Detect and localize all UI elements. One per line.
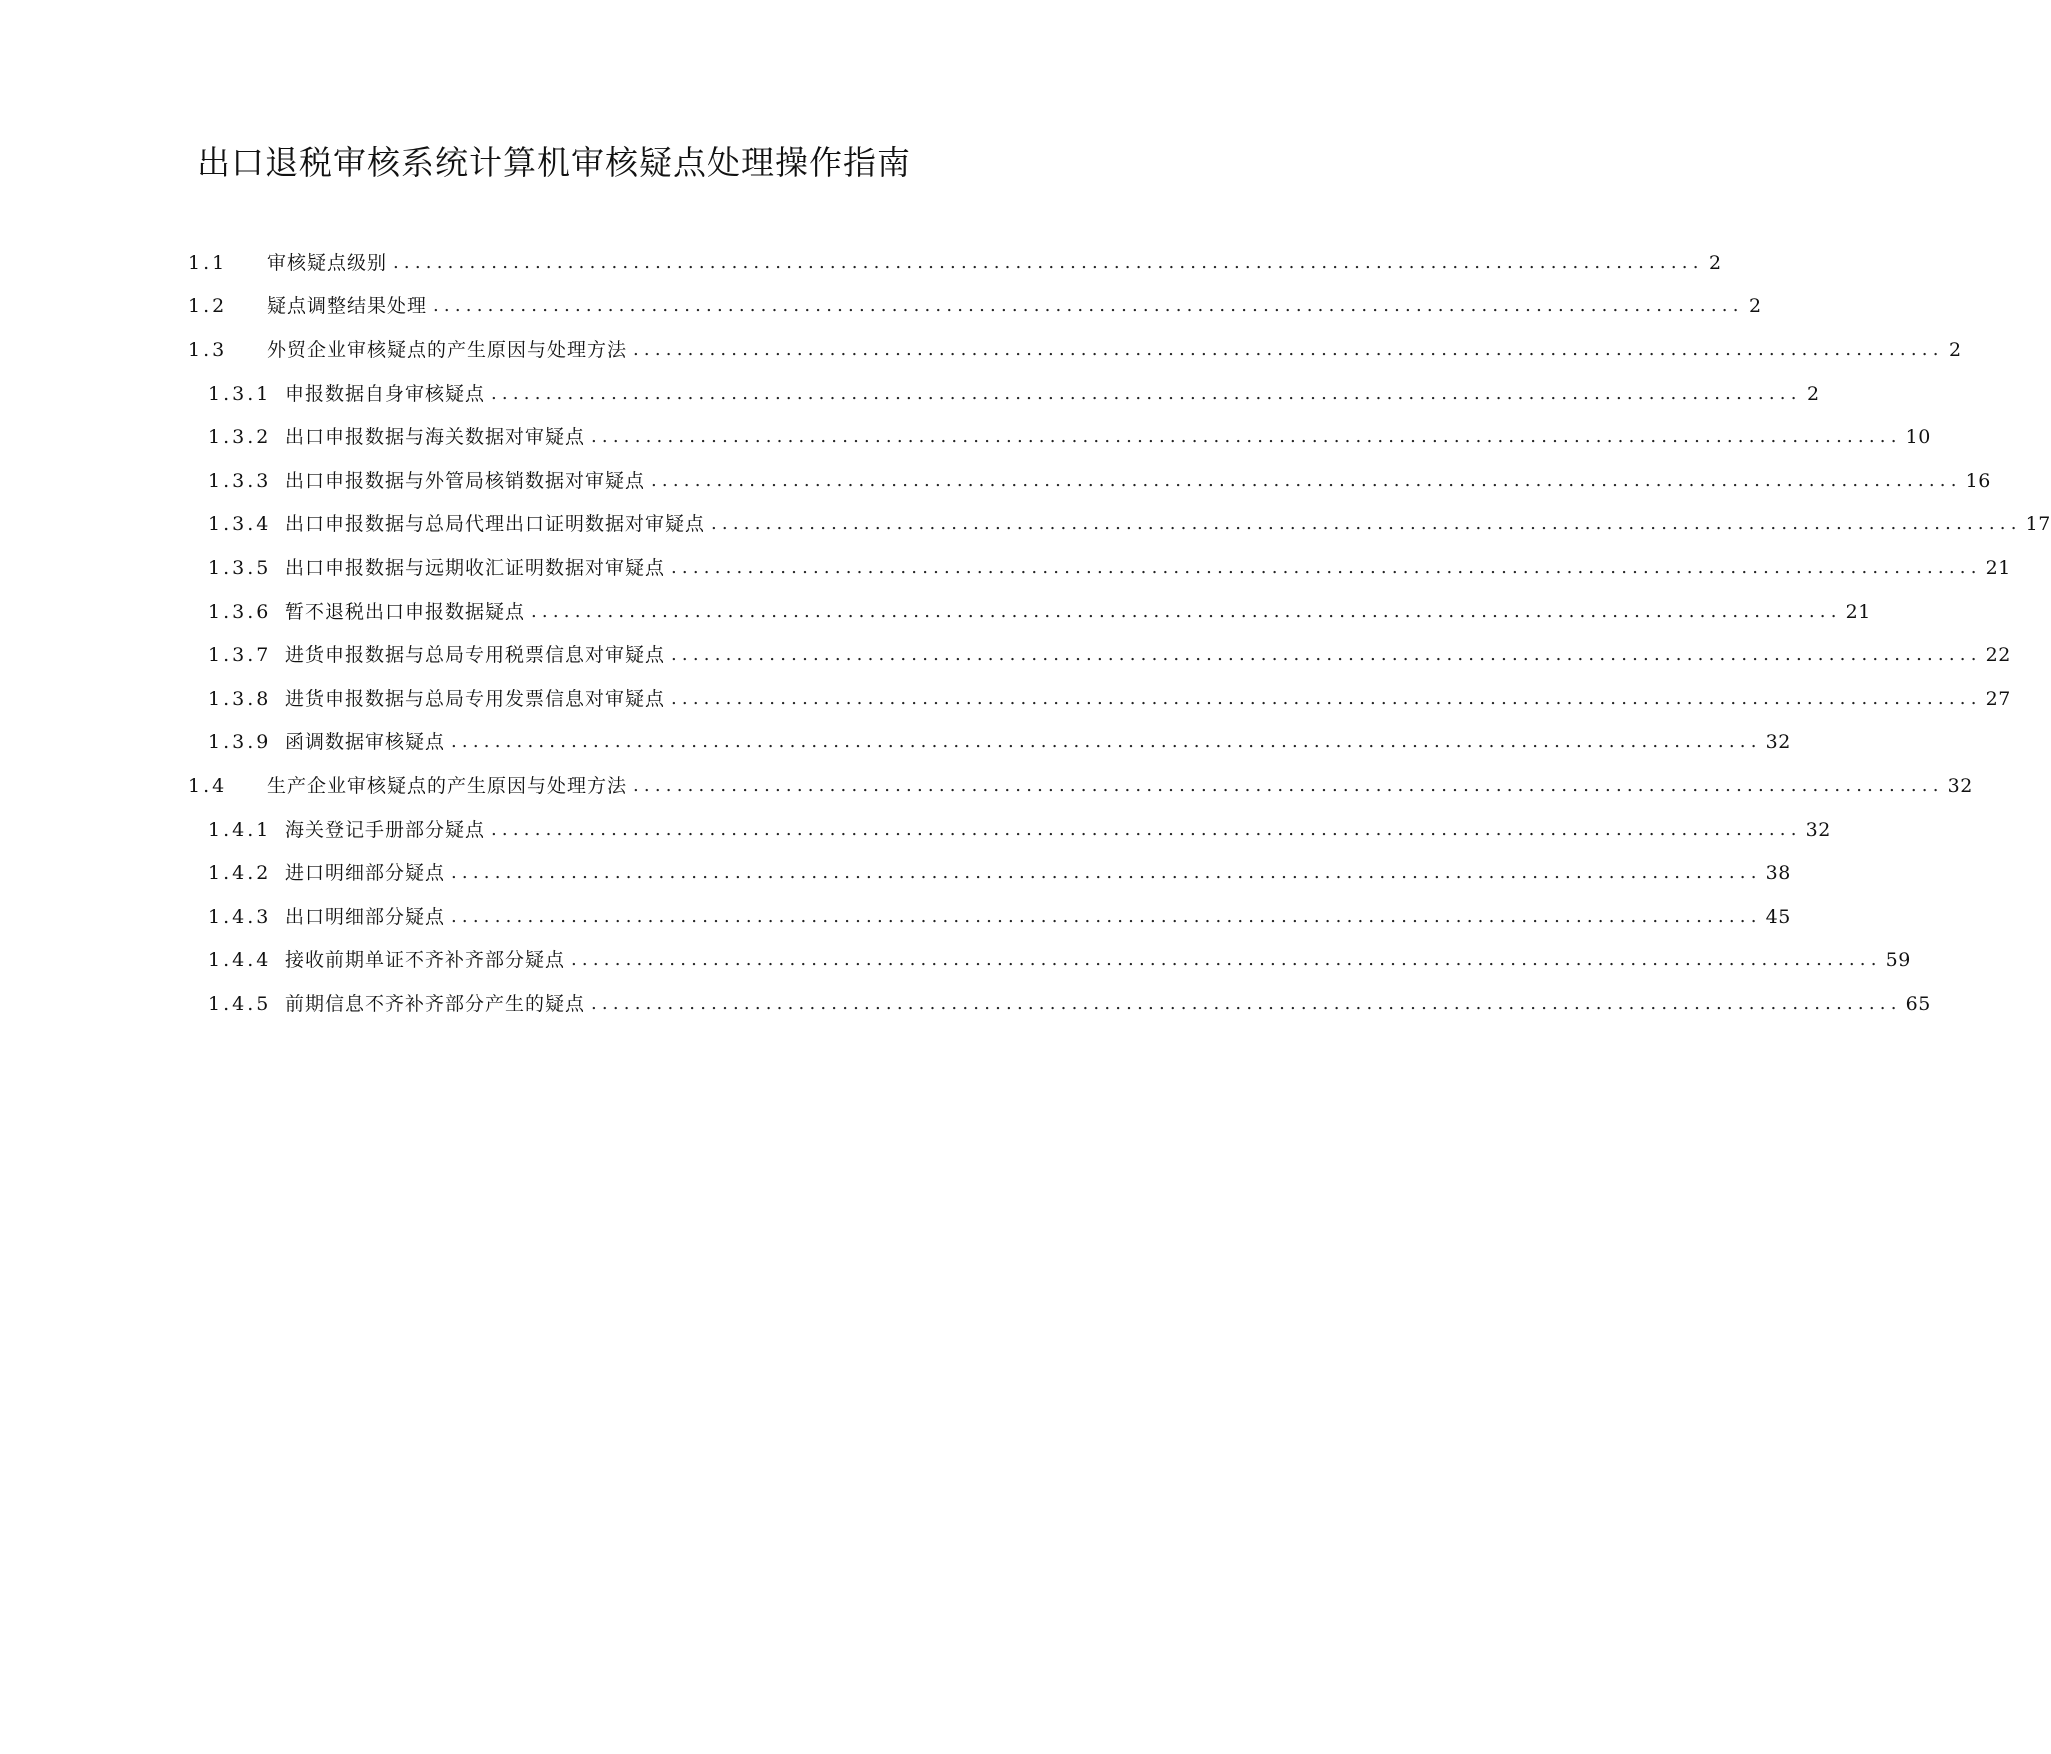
toc-entry-number: 1.3 (188, 338, 228, 361)
toc-dot-leader: ........................................................................................................................ (451, 862, 1762, 884)
toc-entry-title: 出口明细部分疑点 (285, 905, 446, 928)
toc-dot-leader: ........................................................................................................................ (393, 251, 1704, 273)
toc-entry-number: 1.3.3 (208, 469, 272, 492)
toc-entry-title: 生产企业审核疑点的产生原因与处理方法 (267, 774, 628, 797)
toc-entry-page: 65 (1905, 992, 1931, 1015)
toc-entry[interactable] (188, 328, 1962, 372)
toc-entry-title: 进货申报数据与总局专用税票信息对审疑点 (285, 644, 666, 667)
toc-dot-leader: ........................................................................................................................ (651, 469, 1962, 491)
toc-entry-number: 1.4.2 (208, 862, 272, 885)
toc-entry-title: 外贸企业审核疑点的产生原因与处理方法 (267, 338, 628, 361)
toc-entry[interactable] (188, 764, 1973, 808)
toc-dot-leader: ........................................................................................................................ (571, 949, 1882, 971)
toc-entry[interactable] (188, 633, 2011, 677)
toc-entry[interactable] (188, 285, 1762, 329)
toc-dot-leader: ........................................................................................................................ (531, 600, 1842, 622)
toc-entry-title: 函调数据审核疑点 (285, 731, 446, 754)
toc-entry[interactable] (188, 721, 1791, 765)
toc-entry-title: 出口申报数据与远期收汇证明数据对审疑点 (285, 556, 666, 579)
toc-entry[interactable] (188, 590, 1871, 634)
toc-dot-leader: ........................................................................................................................ (671, 644, 1982, 666)
toc-entry-page: 22 (1985, 644, 2011, 667)
toc-entry-page: 2 (1949, 338, 1962, 361)
toc-entry-number: 1.3.7 (208, 644, 272, 667)
toc-entry-page: 27 (1985, 687, 2011, 710)
toc-entry-title: 接收前期单证不齐补齐部分疑点 (285, 949, 566, 972)
toc-entry-number: 1.4 (188, 774, 228, 797)
toc-entry-page: 17 (2025, 513, 2051, 536)
toc-entry[interactable] (188, 677, 2011, 721)
toc-entry-page: 32 (1947, 774, 1973, 797)
toc-dot-leader: ........................................................................................................................ (671, 687, 1982, 709)
toc-entry[interactable] (188, 982, 1931, 1026)
toc-dot-leader: ........................................................................................................................ (591, 426, 1902, 448)
toc-entry-page: 21 (1845, 600, 1871, 623)
toc-entry-number: 1.3.4 (208, 513, 272, 536)
toc-entry-number: 1.4.5 (208, 992, 272, 1015)
toc-entry-page: 2 (1807, 382, 1820, 405)
toc-dot-leader: ........................................................................................................................ (491, 818, 1802, 840)
toc-entry-number: 1.2 (188, 295, 228, 318)
toc-entry[interactable] (188, 939, 1911, 983)
toc-dot-leader: ........................................................................................................................ (633, 338, 1944, 360)
toc-entry-number: 1.3.5 (208, 556, 272, 579)
toc-entry-page: 45 (1765, 905, 1791, 928)
toc-entry-title: 出口申报数据与海关数据对审疑点 (285, 426, 586, 449)
toc-entry-number: 1.3.1 (208, 382, 272, 405)
toc-entry-page: 10 (1905, 426, 1931, 449)
document-title: 出口退税审核系统计算机审核疑点处理操作指南 (197, 143, 911, 182)
toc-entry-title: 疑点调整结果处理 (267, 295, 428, 318)
toc-entry[interactable] (188, 241, 1722, 285)
toc-dot-leader: ........................................................................................................................ (591, 992, 1902, 1014)
toc-entry-number: 1.4.3 (208, 905, 272, 928)
toc-dot-leader: ........................................................................................................................ (711, 513, 2022, 535)
toc-entry-title: 前期信息不齐补齐部分产生的疑点 (285, 992, 586, 1015)
toc-entry-page: 32 (1765, 731, 1791, 754)
toc-entry-number: 1.1 (188, 251, 228, 274)
toc-entry-page: 32 (1805, 818, 1831, 841)
toc-entry-title: 海关登记手册部分疑点 (285, 818, 486, 841)
toc-entry-title: 进口明细部分疑点 (285, 862, 446, 885)
toc-entry-title: 出口申报数据与总局代理出口证明数据对审疑点 (285, 513, 706, 536)
toc-dot-leader: ........................................................................................................................ (633, 774, 1944, 796)
toc-entry-title: 暂不退税出口申报数据疑点 (285, 600, 526, 623)
toc-entry[interactable] (188, 808, 1831, 852)
toc-entry[interactable] (188, 415, 1931, 459)
toc-entry-number: 1.3.2 (208, 426, 272, 449)
toc-dot-leader: ........................................................................................................................ (671, 556, 1982, 578)
toc-entry-number: 1.3.8 (208, 687, 272, 710)
toc-entry-number: 1.3.9 (208, 731, 272, 754)
toc-entry-number: 1.4.1 (208, 818, 272, 841)
toc-entry-title: 审核疑点级别 (267, 251, 388, 274)
toc-dot-leader: ........................................................................................................................ (451, 905, 1762, 927)
toc-entry-title: 进货申报数据与总局专用发票信息对审疑点 (285, 687, 666, 710)
toc-dot-leader: ........................................................................................................................ (451, 731, 1762, 753)
table-of-contents (188, 241, 2051, 1026)
toc-entry[interactable] (188, 546, 2011, 590)
toc-entry-page: 21 (1985, 556, 2011, 579)
toc-entry-page: 2 (1709, 251, 1722, 274)
toc-entry[interactable] (188, 851, 1791, 895)
toc-entry[interactable] (188, 503, 2051, 547)
toc-entry-page: 38 (1765, 862, 1791, 885)
toc-dot-leader: ........................................................................................................................ (433, 295, 1744, 317)
toc-entry-title: 申报数据自身审核疑点 (285, 382, 486, 405)
toc-entry[interactable] (188, 372, 1820, 416)
toc-dot-leader: ........................................................................................................................ (491, 382, 1802, 404)
toc-entry[interactable] (188, 895, 1791, 939)
toc-entry-page: 16 (1965, 469, 1991, 492)
toc-entry-page: 2 (1749, 295, 1762, 318)
toc-entry[interactable] (188, 459, 1991, 503)
toc-entry-page: 59 (1885, 949, 1911, 972)
toc-entry-number: 1.4.4 (208, 949, 272, 972)
toc-entry-title: 出口申报数据与外管局核销数据对审疑点 (285, 469, 646, 492)
toc-entry-number: 1.3.6 (208, 600, 272, 623)
